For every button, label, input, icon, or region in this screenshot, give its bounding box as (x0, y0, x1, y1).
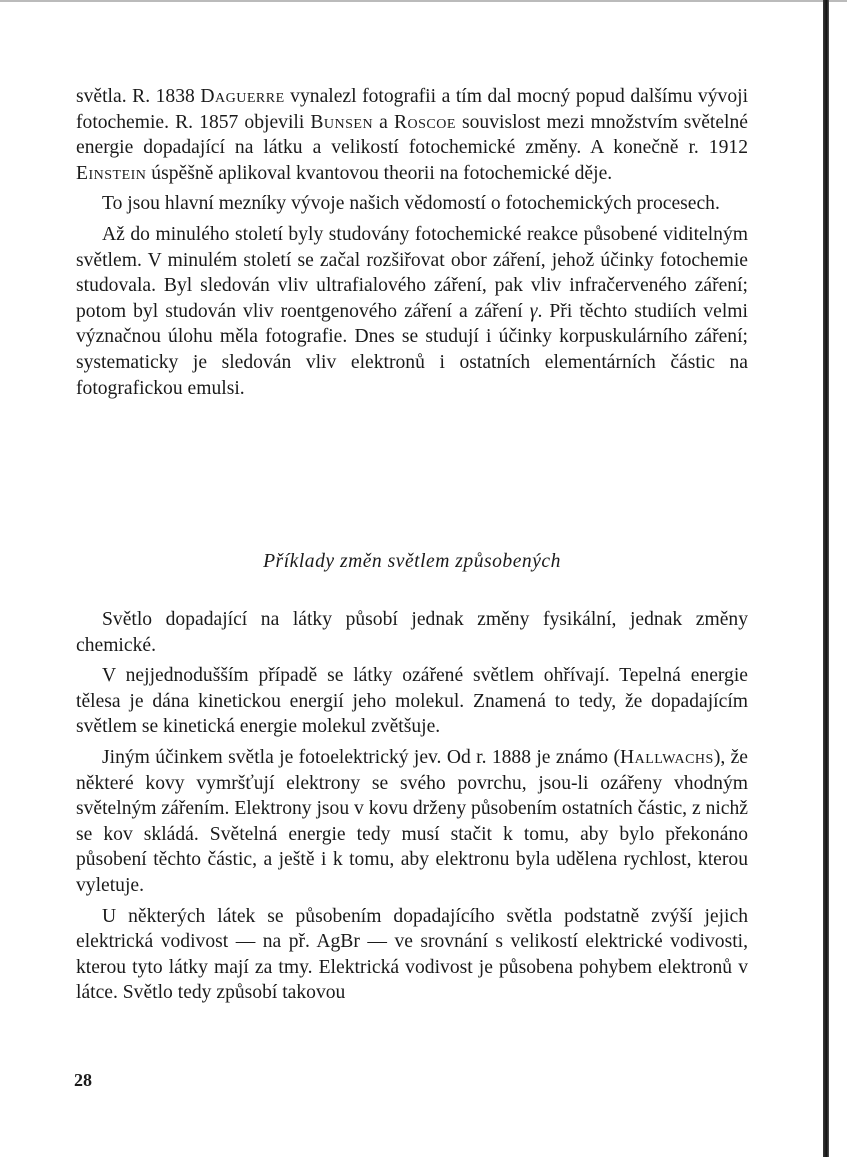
paragraph-milestones-summary: To jsou hlavní mezníky vývoje našich vědomostí o fotochemických procesech. (102, 193, 720, 215)
section-heading: Příklady změn světlem způsobených (263, 551, 561, 572)
paragraph-conductivity: U některých látek se působením dopadajícího světla podstatně zvýší jejich elektrická vodivost — na př. AgBr — ve srovnání s velikostí elektrické vodivosti, kterou tyto látky mají za tmy. Elektrická vodivost je působena pohybem elektronů v látce. Světlo tedy způsobí takovou (76, 905, 748, 1004)
paragraph-physical-chemical-changes: Světlo dopadající na látky působí jednak změny fysikální, jednak změny chemické. (76, 609, 748, 656)
paragraph-photoelectric-effect: Jiným účinkem světla je fotoelektrický jev. Od r. 1888 je známo (Hallwachs), že některé kovy vymršťují elektrony se svého povrchu, jsou-li ozářeny vhodným světelným zářením. Elektrony jsou v kovu drženy působením ostatních částic, z nichž se kov skládá. Světelná energie tedy musí stačit k tomu, aby bylo překonáno působení těchto částic, a ještě i k tomu, aby elektronu byla udělena rychlost, kterou vyletuje. (76, 746, 749, 896)
paragraph-heating: V nejjednodušším případě se látky ozářené světlem ohřívají. Tepelná energie tělesa je dána kinetickou energií jeho molekul. Znamená to tedy, že dopadajícím světlem se kinetická energie molekul zvětšuje. (76, 665, 748, 738)
section-examples (76, 607, 748, 1006)
section-history (76, 84, 748, 401)
page-number: 28 (74, 1070, 92, 1090)
scan-top-edge (0, 0, 847, 2)
paragraph-radiation-study: Až do minulého století byly studovány fotochemické reakce působené viditelným světlem. V minulém století se začal rozšiřovat obor záření, jehož účinky fotochemie studovala. Byl sledován vliv ultrafialového záření, pak vliv infračerveného záření; potom byl studován vliv roentgenového záření a záření γ. Při těchto studiích velmi význačnou úlohu měla fotografie. Dnes se studují i účinky korpuskulárního záření; systematicky je sledován vliv elektronů i ostatních elementárních částic na fotografickou emulsi. (76, 223, 748, 399)
paragraph-history-milestones: světla. R. 1838 Daguerre vynalezl fotografii a tím dal mocný popud dalšímu vývoji fotochemie. R. 1857 objevili Bunsen a Roscoe souvislost mezi množstvím světelné energie dopadající na látku a velikostí fotochemické změny. A konečně r. 1912 Einstein úspěšně aplikoval kvantovou theorii na fotochemické děje. (76, 86, 749, 184)
book-spine-shadow (823, 0, 829, 1157)
